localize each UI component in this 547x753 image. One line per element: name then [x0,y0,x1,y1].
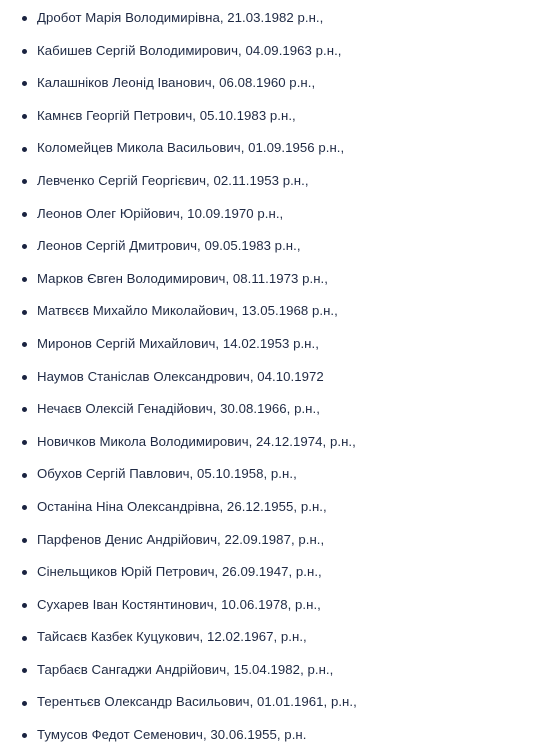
bullet-icon [22,16,27,21]
bullet-icon [22,473,27,478]
bullet-icon [22,570,27,575]
list-item-text: Коломейцев Микола Васильович, 01.09.1956 р.н., [37,140,345,156]
list-item [0,426,547,459]
list-item-text: Калашніков Леонід Іванович, 06.08.1960 р.н., [37,75,316,91]
bullet-icon [22,49,27,54]
bullet-icon [22,440,27,445]
bullet-icon [22,636,27,641]
list-item [0,295,547,328]
list-item-text: Матвєєв Михайло Миколайович, 13.05.1968 р.н., [37,303,338,319]
list-item [0,2,547,35]
list-item [0,686,547,719]
bullet-icon [22,179,27,184]
list-item [0,393,547,426]
list-item [0,35,547,68]
list-item [0,263,547,296]
list-item-text: Тумусов Федот Семенович, 30.06.1955, р.н. [37,727,307,743]
list-item-text: Леонов Сергій Дмитрович, 09.05.1983 р.н., [37,238,301,254]
bullet-icon [22,733,27,738]
list-item [0,198,547,231]
bullet-icon [22,81,27,86]
bullet-icon [22,342,27,347]
bullet-icon [22,668,27,673]
list-item [0,100,547,133]
list-item-text: Камнєв Георгій Петрович, 05.10.1983 р.н., [37,107,296,123]
list-item-text: Останіна Ніна Олександрівна, 26.12.1955, р.н., [37,498,327,514]
bullet-icon [22,505,27,510]
list-item-text: Обухов Сергій Павлович, 05.10.1958, р.н., [37,466,297,482]
list-item [0,458,547,491]
list-item-text: Сінельщиков Юрій Петрович, 26.09.1947, р.н., [37,564,322,580]
list-item [0,361,547,394]
list-item [0,230,547,263]
list-item [0,556,547,589]
list-item-text: Миронов Сергій Михайлович, 14.02.1953 р.н., [37,335,319,351]
list-item-text: Сухарев Іван Костянтинович, 10.06.1978, р.н., [37,596,321,612]
list-item-text: Тайсаєв Казбек Куцукович, 12.02.1967, р.н., [37,629,307,645]
list-item [0,589,547,622]
list-item [0,621,547,654]
list-item-text: Парфенов Денис Андрійович, 22.09.1987, р.н., [37,531,325,547]
bullet-icon [22,114,27,119]
bullet-icon [22,375,27,380]
bullet-icon [22,538,27,543]
list-item-text: Леонов Олег Юрійович, 10.09.1970 р.н., [37,205,284,221]
list-item-text: Дробот Марія Володимирівна, 21.03.1982 р.н., [37,10,324,25]
list-item [0,67,547,100]
list-item [0,132,547,165]
list-item-text: Терентьєв Олександр Васильович, 01.01.1961, р.н., [37,694,357,710]
bullet-icon [22,603,27,608]
people-list [0,2,547,752]
list-item [0,491,547,524]
list-item-text: Марков Євген Володимирович, 08.11.1973 р.н., [37,270,328,286]
bullet-icon [22,701,27,706]
list-item [0,524,547,557]
list-item-text: Новичков Микола Володимирович, 24.12.1974, р.н., [37,433,356,449]
list-item-text: Тарбаєв Сангаджи Андрійович, 15.04.1982, р.н., [37,661,334,677]
list-item [0,719,547,752]
bullet-icon [22,277,27,282]
list-item [0,654,547,687]
list-item-text: Левченко Сергій Георгієвич, 02.11.1953 р.н., [37,172,309,188]
bullet-icon [22,407,27,412]
bullet-icon [22,310,27,315]
list-item-text: Кабишев Сергій Володимирович, 04.09.1963 р.н., [37,42,342,58]
list-item-text: Наумов Станіслав Олександрович, 04.10.1972 [37,368,324,384]
list-item [0,328,547,361]
bullet-icon [22,147,27,152]
bullet-icon [22,212,27,217]
bullet-icon [22,244,27,249]
list-item [0,165,547,198]
list-item-text: Нечаєв Олексій Генадійович, 30.08.1966, р.н., [37,401,320,417]
